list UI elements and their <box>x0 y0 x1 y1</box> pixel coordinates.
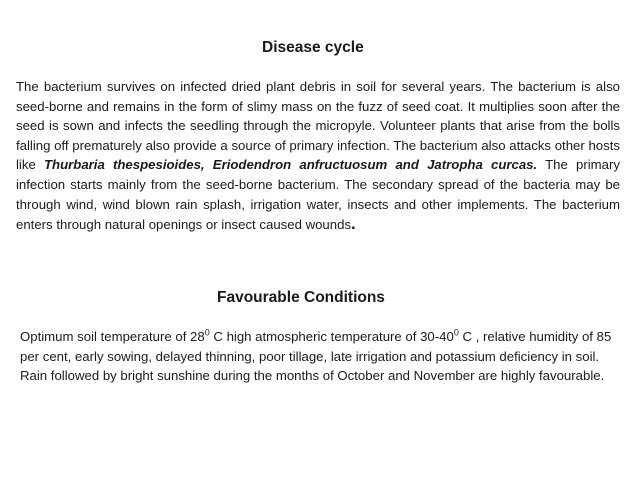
favourable-text-1: Optimum soil temperature of 28 <box>20 329 205 344</box>
favourable-text-2: C high atmospheric temperature of 30-40 <box>209 329 454 344</box>
host-species-list: Thurbaria thespesioides, Eriodendron anfructuosum and Jatropha curcas. <box>43 157 538 173</box>
degree-superscript-1: 0 <box>204 327 210 338</box>
favourable-conditions-heading: Favourable Conditions <box>217 289 385 306</box>
disease-cycle-paragraph <box>16 77 620 235</box>
degree-superscript-2: 0 <box>453 327 459 338</box>
disease-cycle-end-mark: . <box>351 214 356 234</box>
disease-cycle-heading: Disease cycle <box>262 39 364 56</box>
favourable-conditions-paragraph <box>20 327 620 386</box>
favourable-text-3: C , relative humidity of 85 per cent, early sowing, delayed thinning, poor tillage, late irrigation and potassium deficiency in soil. Rain followed by bright sunshine during the months of October and November are highly favourable. <box>20 329 612 384</box>
disease-cycle-text-1: The bacterium survives on infected dried plant debris in soil for several years. The bacterium is also seed-borne and remains in the form of slimy mass on the fuzz of seed coat. It multiplies soon after the seed is sown and infects the seedling through the micropyle. Volunteer plants that arise from the bolls falling off prematurely also provide a source of primary infection. The bacterium also attacks other hosts like <box>16 79 620 173</box>
disease-cycle-text-2: The primary infection starts mainly from the seed-borne bacterium. The secondary spread of the bacteria may be through wind, wind blown rain splash, irrigation water, insects and other implements. The bacterium enters through natural openings or insect caused wounds <box>16 157 620 233</box>
